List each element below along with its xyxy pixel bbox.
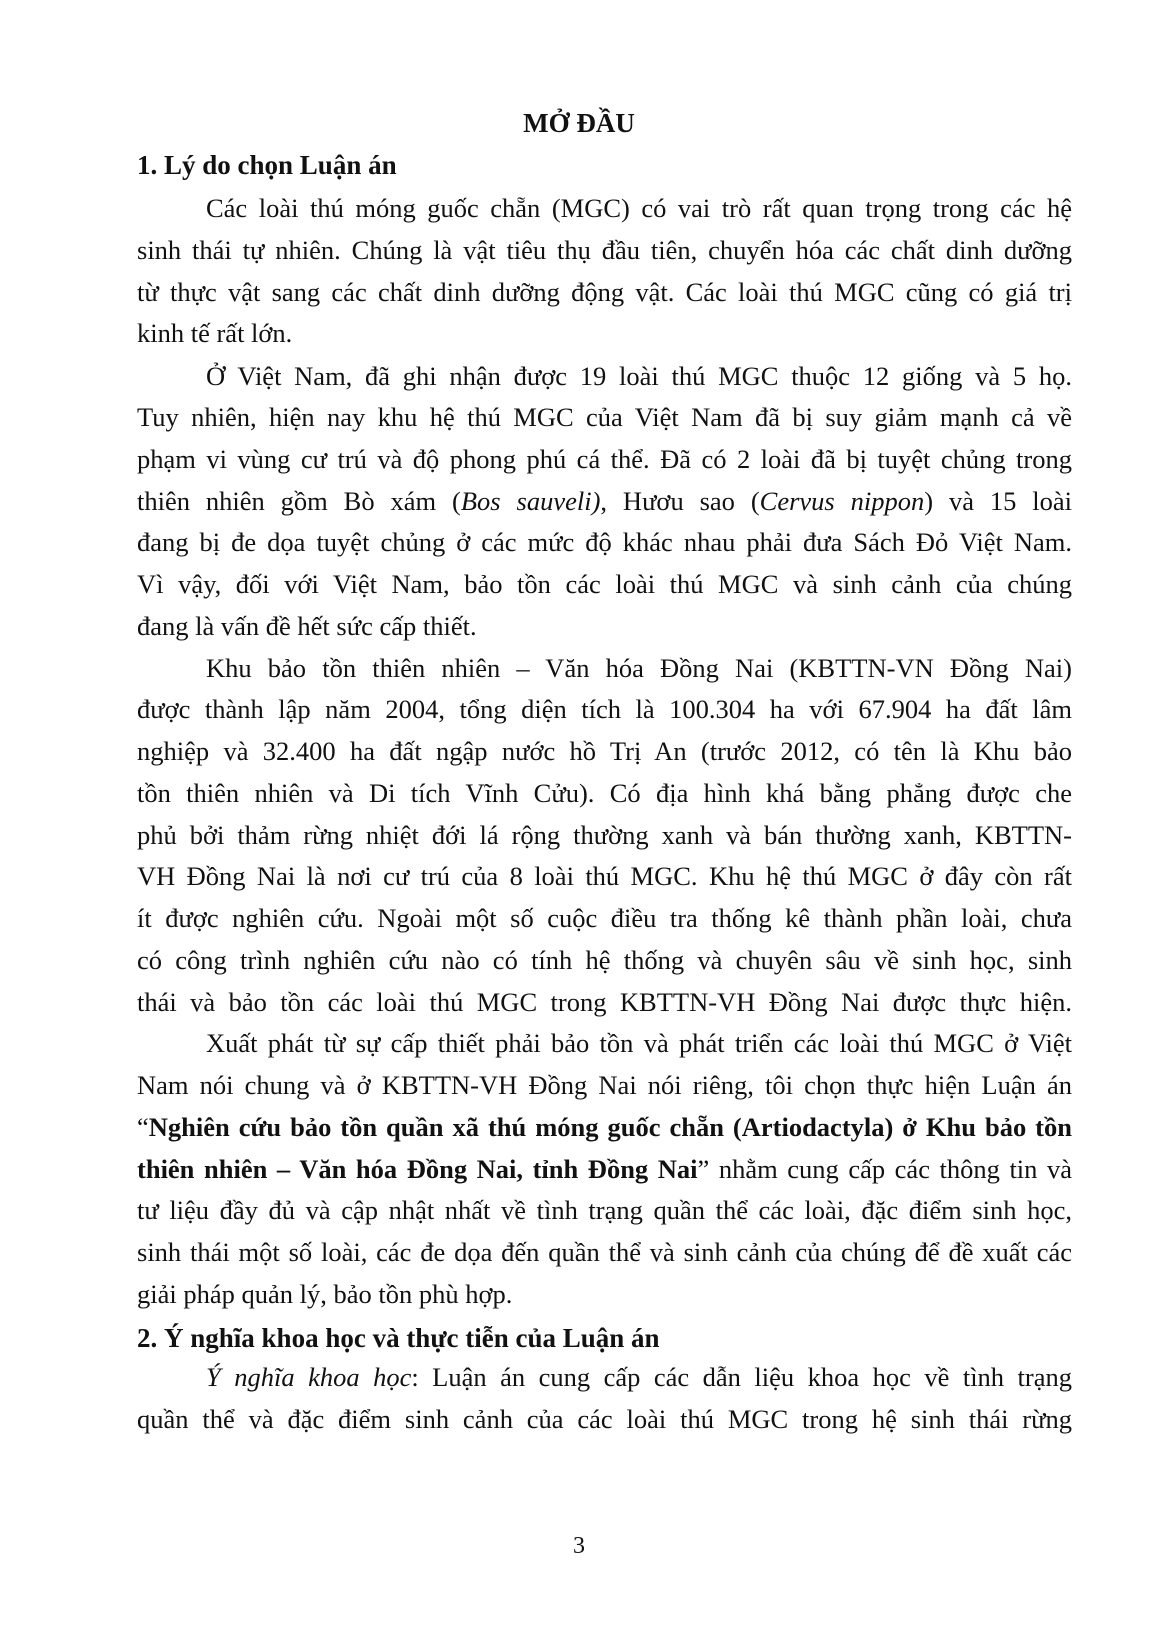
- page-title: MỞ ĐẦU: [523, 108, 635, 138]
- s2-line-1: [206, 1357, 1072, 1397]
- p4-line-5: tư liệu đầy đủ và cập nhật nhất về tình trạng quần thể các loài, đặc điểm sinh học,: [137, 1195, 1072, 1225]
- p4-line-1: Xuất phát từ sự cấp thiết phải bảo tồn và phát triển các loài thú MGC ở Việt: [206, 1028, 1072, 1058]
- p2-line-1: Ở Việt Nam, đã ghi nhận được 19 loài thú MGC thuộc 12 giống và 5 họ.: [206, 361, 1072, 391]
- scientific-significance-label: Ý nghĩa khoa học: [206, 1362, 412, 1392]
- species-cervus-nippon: Cervus nippon: [759, 486, 925, 516]
- s2-line-1-rest: : Luận án cung cấp các dẫn liệu khoa học về tình trạng: [411, 1362, 1072, 1392]
- p4-line-2: Nam nói chung và ở KBTTN-VH Đồng Nai nói riêng, tôi chọn thực hiện Luận án: [137, 1070, 1072, 1100]
- p2-line-4-a: thiên nhiên gồm Bò xám (: [137, 486, 461, 516]
- thesis-title-part-1: Nghiên cứu bảo tồn quần xã thú móng guốc chẵn (Artiodactyla) ở Khu bảo tồn: [148, 1112, 1072, 1142]
- p1-line-4: kinh tế rất lớn.: [137, 318, 293, 348]
- p1-line-3: từ thực vật sang các chất dinh dưỡng động vật. Các loài thú MGC cũng có giá trị: [137, 277, 1072, 307]
- p2-line-6: Vì vậy, đối với Việt Nam, bảo tồn các loài thú MGC và sinh cảnh của chúng: [137, 569, 1072, 599]
- p3-line-5: phủ bởi thảm rừng nhiệt đới lá rộng thường xanh và bán thường xanh, KBTTN-: [137, 820, 1072, 850]
- species-bos-sauveli: Bos sauveli): [460, 486, 601, 516]
- p1-line-2: sinh thái tự nhiên. Chúng là vật tiêu thụ đầu tiên, chuyển hóa các chất dinh dưỡng: [137, 235, 1072, 265]
- p3-line-2: được thành lập năm 2004, tổng diện tích là 100.304 ha với 67.904 ha đất lâm: [137, 694, 1072, 724]
- p3-line-4: tồn thiên nhiên và Di tích Vĩnh Cửu). Có địa hình khá bằng phẳng được che: [137, 778, 1072, 808]
- section-1-heading: 1. Lý do chọn Luận án: [137, 150, 397, 180]
- s2-line-2: quần thể và đặc điểm sinh cảnh của các loài thú MGC trong hệ sinh thái rừng: [137, 1404, 1072, 1434]
- p4-line-3: [137, 1107, 1072, 1147]
- p4-line-7: giải pháp quản lý, bảo tồn phù hợp.: [137, 1279, 513, 1309]
- p3-line-8: có công trình nghiên cứu nào có tính hệ thống và chuyên sâu về sinh học, sinh: [137, 945, 1072, 975]
- thesis-title-open-quote: “: [137, 1112, 149, 1142]
- p3-line-7: ít được nghiên cứu. Ngoài một số cuộc điều tra thống kê thành phần loài, chưa: [137, 903, 1072, 933]
- p3-line-3: nghiệp và 32.400 ha đất ngập nước hồ Trị An (trước 2012, có tên là Khu bảo: [137, 736, 1072, 766]
- p2-line-4-c: , Hươu sao (: [600, 486, 760, 516]
- p3-line-6: VH Đồng Nai là nơi cư trú của 8 loài thú MGC. Khu hệ thú MGC ở đây còn rất: [137, 861, 1072, 891]
- p2-line-7: đang là vấn đề hết sức cấp thiết.: [137, 611, 477, 641]
- p4-line-4: [137, 1149, 1072, 1189]
- p4-line-6: sinh thái một số loài, các đe dọa đến quần thể và sinh cảnh của chúng để đề xuất các: [137, 1237, 1072, 1267]
- p3-line-1: Khu bảo tồn thiên nhiên – Văn hóa Đồng Nai (KBTTN-VN Đồng Nai): [206, 653, 1072, 683]
- p2-line-4-e: ) và 15 loài: [924, 486, 1073, 516]
- p2-line-4: [137, 481, 1072, 521]
- p2-line-2: Tuy nhiên, hiện nay khu hệ thú MGC của Việt Nam đã bị suy giảm mạnh cả về: [137, 402, 1072, 432]
- p3-line-9: thái và bảo tồn các loài thú MGC trong KBTTN-VH Đồng Nai được thực hiện.: [137, 987, 1072, 1017]
- page-number: 3: [573, 1533, 585, 1559]
- thesis-title-part-2: thiên nhiên – Văn hóa Đồng Nai, tỉnh Đồng Nai: [137, 1154, 698, 1184]
- p1-line-1: Các loài thú móng guốc chẵn (MGC) có vai trò rất quan trọng trong các hệ: [206, 193, 1072, 223]
- p2-line-3: phạm vi vùng cư trú và độ phong phú cá thể. Đã có 2 loài đã bị tuyệt chủng trong: [137, 444, 1072, 474]
- p2-line-5: đang bị đe dọa tuyệt chủng ở các mức độ khác nhau phải đưa Sách Đỏ Việt Nam.: [137, 527, 1072, 557]
- p4-line-4-rest: ” nhằm cung cấp các thông tin và: [697, 1154, 1072, 1184]
- section-2-heading: 2. Ý nghĩa khoa học và thực tiễn của Luận án: [137, 1323, 660, 1353]
